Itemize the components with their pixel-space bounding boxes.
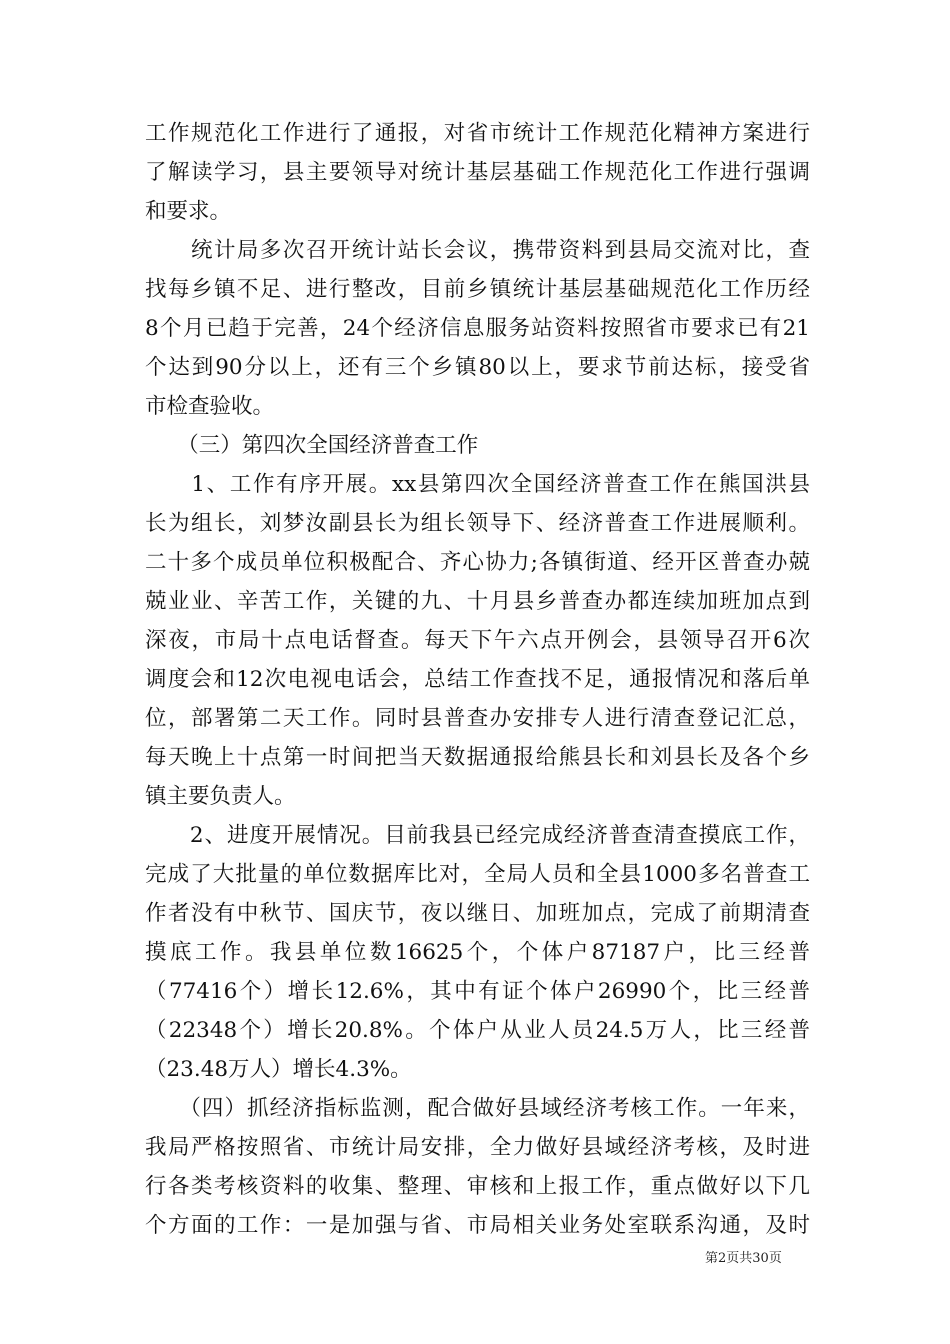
text-line: 镇主要负责人。	[145, 784, 296, 809]
text-line: 摸底工作。我县单位数16625个，个体户87187户，比三经普	[145, 940, 810, 965]
text-line: 长为组长，刘梦汝副县长为组长领导下、经济普查工作进展顺利。	[145, 511, 810, 536]
text-line: 完成了大批量的单位数据库比对，全局人员和全县1000多名普查工	[145, 862, 810, 887]
text-line: 工作规范化工作进行了通报，对省市统计工作规范化精神方案进行	[145, 121, 810, 146]
text-line: 调度会和12次电视电话会，总结工作查找不足，通报情况和落后单	[145, 667, 810, 692]
text-line: 和要求。	[145, 199, 232, 224]
text-line: 个达到90分以上，还有三个乡镇80以上，要求节前达标，接受省	[145, 355, 810, 380]
section-heading: （三）第四次全国经济普查工作	[145, 433, 479, 458]
text-line: 找每乡镇不足、进行整改，目前乡镇统计基层基础规范化工作历经	[145, 277, 810, 302]
text-line: 作者没有中秋节、国庆节，夜以继日、加班加点，完成了前期清查	[145, 901, 810, 926]
text-line: （77416个）增长12.6%，其中有证个体户26990个，比三经普	[145, 979, 810, 1004]
text-line: 了解读学习，县主要领导对统计基层基础工作规范化工作进行强调	[145, 160, 810, 185]
text-line: （22348个）增长20.8%。个体户从业人员24.5万人，比三经普	[145, 1018, 810, 1043]
page-number-footer: 第2页共30页	[705, 1251, 782, 1266]
text-line: 兢业业、辛苦工作，关键的九、十月县乡普查办都连续加班加点到	[145, 589, 810, 614]
text-line: 2、进度开展情况。目前我县已经完成经济普查清查摸底工作，	[145, 823, 810, 848]
text-line: （四）抓经济指标监测，配合做好县域经济考核工作。一年来，	[145, 1096, 810, 1121]
text-line: 我局严格按照省、市统计局安排，全力做好县域经济考核，及时进	[145, 1135, 810, 1160]
text-line: 深夜，市局十点电话督查。每天下午六点开例会，县领导召开6次	[145, 628, 810, 653]
text-line: 二十多个成员单位积极配合、齐心协力;各镇街道、经开区普查办兢	[145, 550, 810, 575]
text-line: 市检查验收。	[145, 394, 275, 419]
text-line: 行各类考核资料的收集、整理、审核和上报工作，重点做好以下几	[145, 1174, 810, 1199]
text-line: 位，部署第二天工作。同时县普查办安排专人进行清查登记汇总，	[145, 706, 810, 731]
text-line: 每天晚上十点第一时间把当天数据通报给熊县长和刘县长及各个乡	[145, 745, 810, 770]
text-line: （23.48万人）增长4.3%。	[145, 1057, 412, 1082]
text-line: 8个月已趋于完善，24个经济信息服务站资料按照省市要求已有21	[145, 316, 810, 341]
text-line: 1、工作有序开展。xx县第四次全国经济普查工作在熊国洪县	[145, 472, 810, 497]
text-line: 个方面的工作：一是加强与省、市局相关业务处室联系沟通，及时	[145, 1213, 810, 1238]
text-line: 统计局多次召开统计站长会议，携带资料到县局交流对比，查	[145, 238, 810, 263]
